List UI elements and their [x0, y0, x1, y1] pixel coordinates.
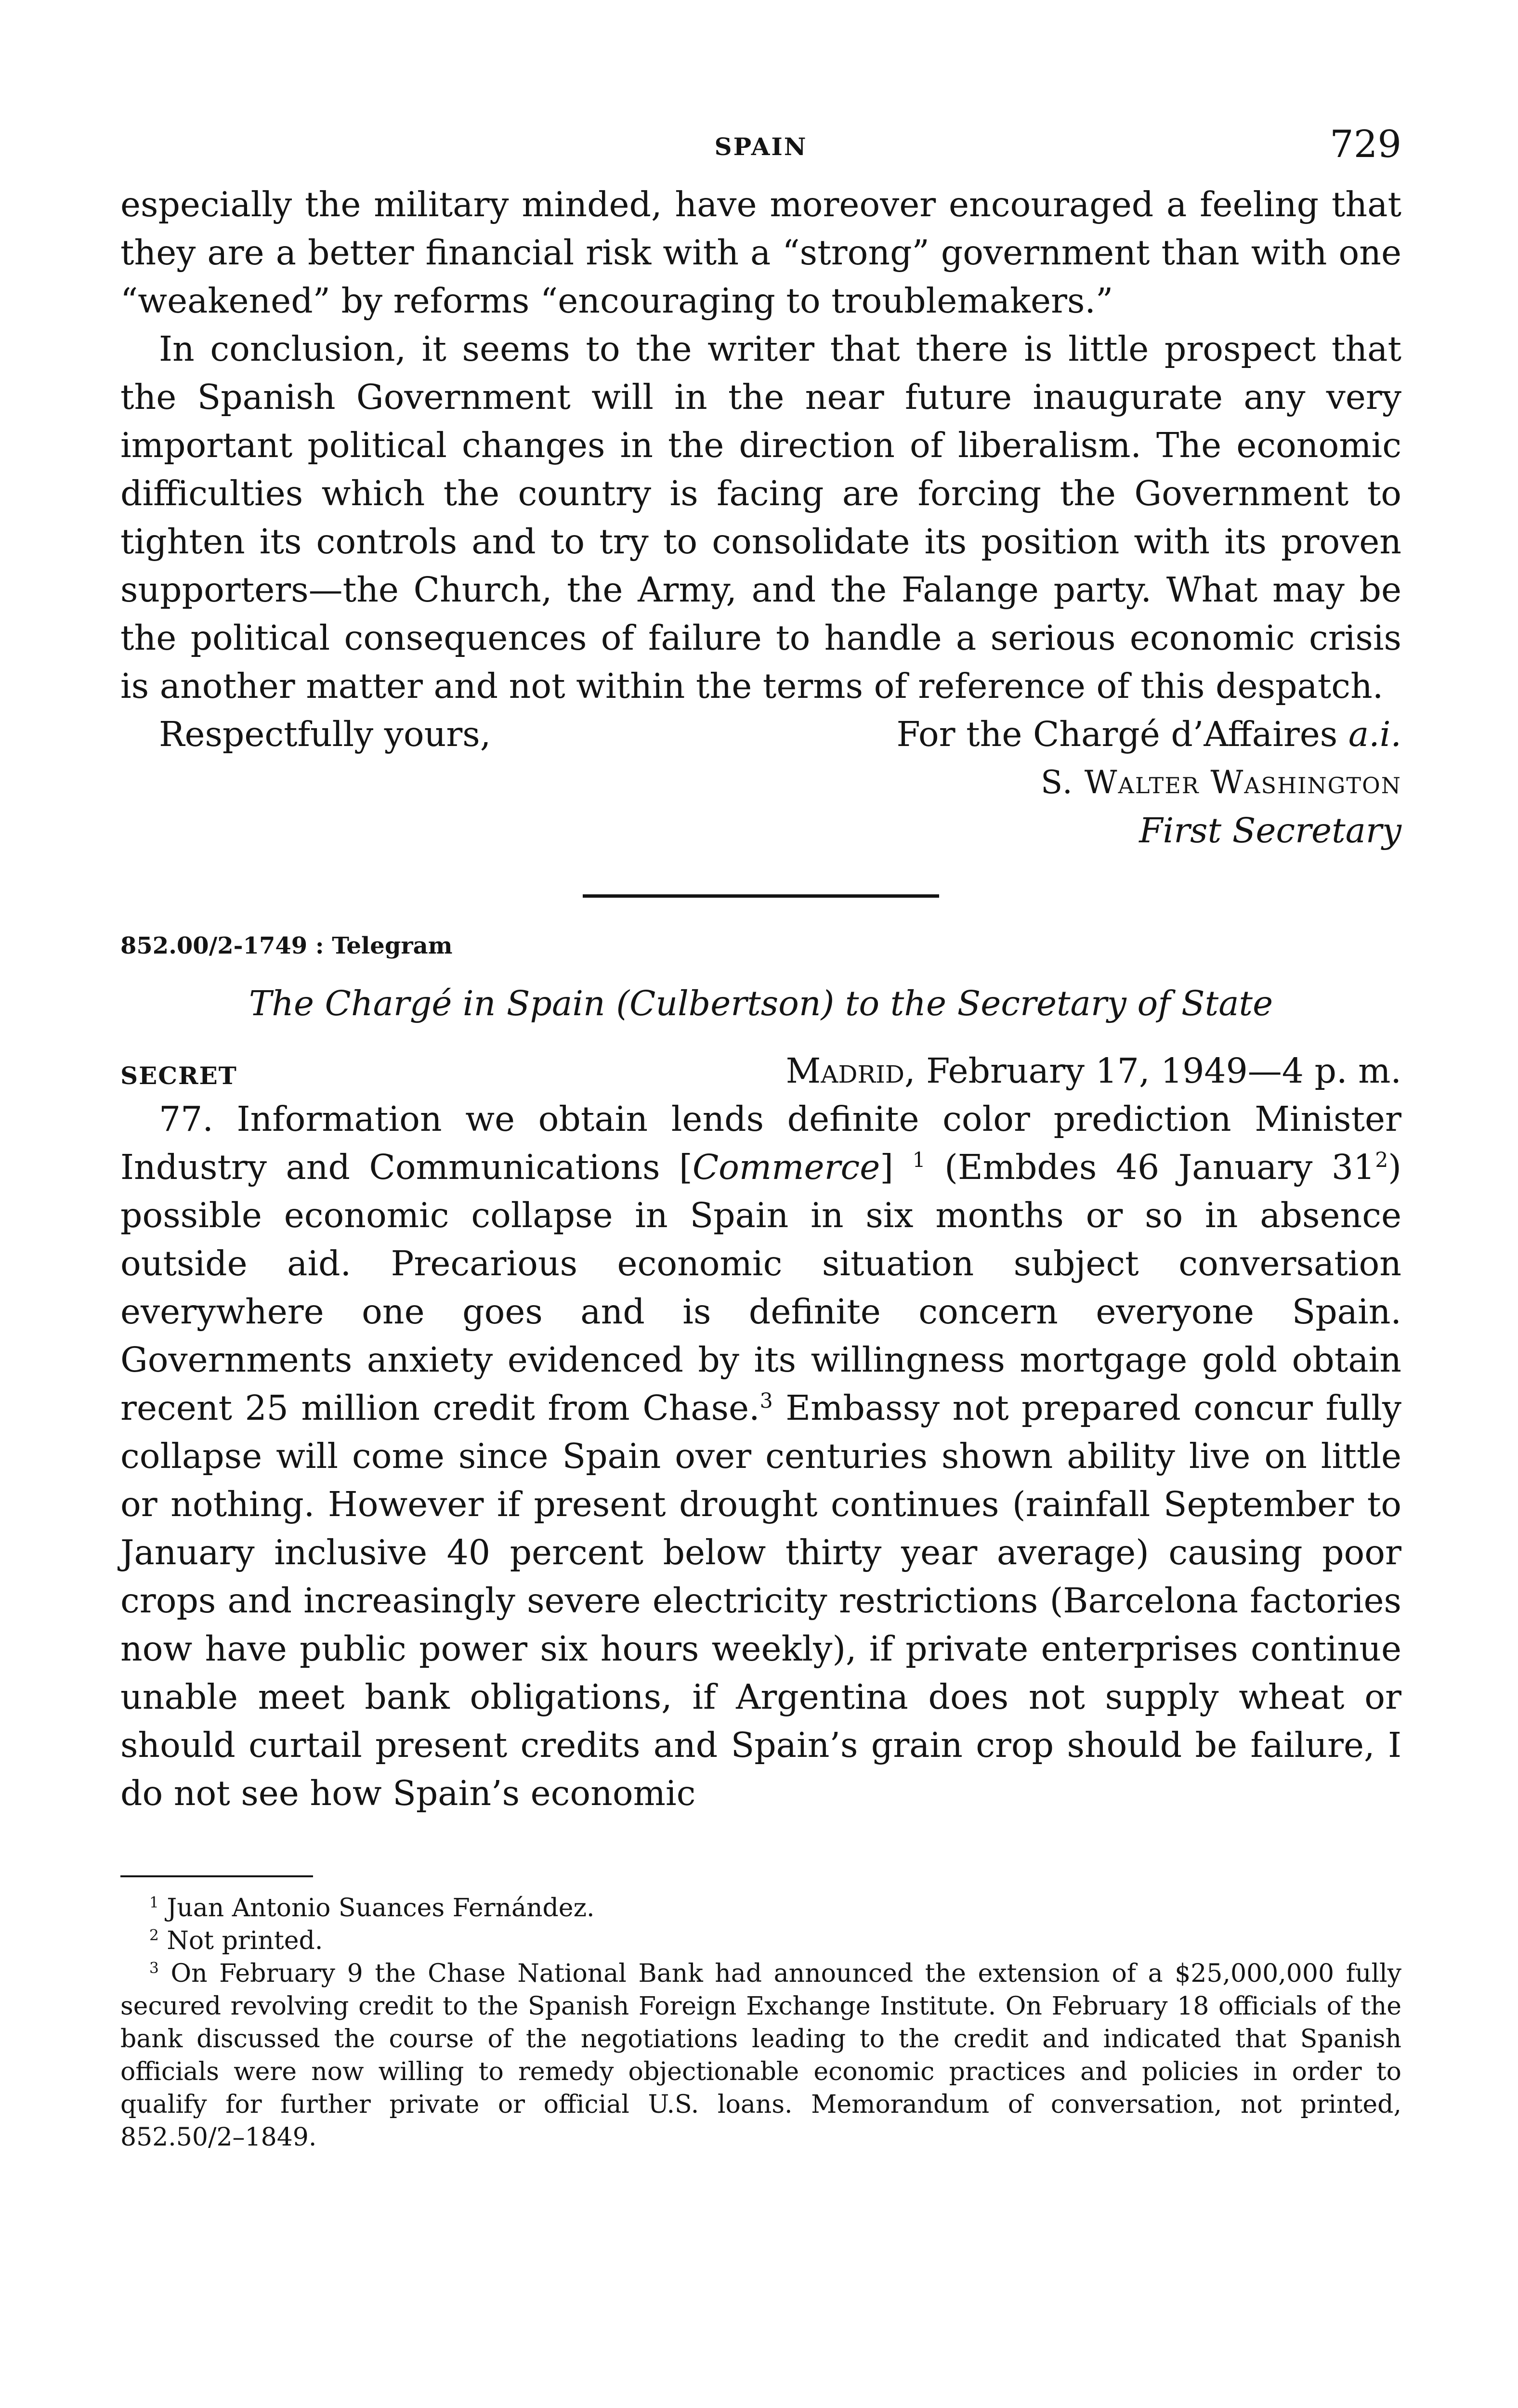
footnotes	[120, 1892, 1401, 2154]
footnote-text: Not printed.	[167, 1926, 323, 1955]
dateline-date: , February 17, 1949—4 p. m.	[904, 1051, 1401, 1091]
section-divider	[583, 894, 939, 898]
file-reference: 852.00/2-1749 : Telegram	[120, 932, 453, 959]
document-heading: The Chargé in Spain (Culbertson) to the Secretary of State	[249, 983, 1273, 1023]
closing-row	[120, 710, 1401, 759]
footnote-mark: 2	[149, 1926, 159, 1944]
for-charge-prefix: For the Chargé d’Affaires	[896, 714, 1348, 754]
footnote	[120, 1924, 1401, 1957]
continued-paragraph: especially the military minded, have moreover encouraged a feeling that they are a better financial risk with a “strong” government than with one “weakened” by reforms “encouraging to troublemakers.”	[120, 184, 1401, 321]
footnote-text: On February 9 the Chase National Bank had announced the extension of a $25,000,000 fully secured revolving credit to the Spanish Foreign Exchange Institute. On February 18 officials of the bank discussed the course of the negotiations leading to the credit and indicated that Spanish officials were now willing to remedy objectionable economic practices and policies in order to qualify for further private or official U.S. loans. Memorandum of conversation, not printed, 852.50/2–1849.	[120, 1959, 1402, 2152]
footnote-mark: 1	[149, 1894, 159, 1911]
footnote-rule	[120, 1875, 313, 1877]
page-number: 729	[1330, 123, 1401, 166]
footnote-ref-3: 3	[759, 1389, 773, 1413]
footnote-mark: 3	[149, 1959, 159, 1977]
conclusion-paragraph: In conclusion, it seems to the writer that there is little prospect that the Spanish Government will in the near future inaugurate any very important political changes in the direction of liberalism. The economic difficulties which the country is facing are forcing the Government to tighten its controls and to try to consolidate its position with its proven supporters—the Church, the Army, and the Falange party. What may be the political consequences of failure to handle a serious economic crisis is another matter and not within the terms of reference of this despatch.	[120, 329, 1401, 706]
dateline	[786, 1047, 1401, 1095]
telegram-text-3: (Embdes 46 January 31	[925, 1147, 1375, 1187]
running-header	[120, 123, 1401, 176]
signer-title: First Secretary	[1139, 811, 1401, 851]
classification-label: SECRET	[120, 1061, 237, 1090]
telegram-text-1: 77. Information we obtain lends definite color prediction Minister Industry and Communications [	[120, 1099, 1401, 1187]
dateline-row	[120, 1047, 1401, 1095]
telegram-text-5: Embassy not prepared concur fully collapse will come since Spain over centuries shown ability live on little or nothing. However if present drought continues (rainfall September to January inclusive 40 percent below thirty year average) causing poor crops and increasingly severe electricity restrictions (Barcelona factories now have public power six hours weekly), if private enterprises continue unable meet bank obligations, if Argentina does not supply wheat or should curtail present credits and Spain’s grain crop should be failure, I do not see how Spain’s economic	[120, 1388, 1401, 1813]
running-title: SPAIN	[714, 132, 808, 161]
ad-interim-abbrev: a.i.	[1348, 714, 1401, 754]
salutation: Respectfully yours,	[159, 714, 491, 754]
footnote-ref-1: 1	[912, 1148, 926, 1173]
signer-name: S. Walter Washington	[1040, 764, 1401, 801]
footnote	[120, 1957, 1401, 2154]
document-page	[120, 123, 1401, 2154]
footnote-text: Juan Antonio Suances Fernández.	[167, 1894, 595, 1923]
telegram-text-4: ) possible economic collapse in Spain in six months or so in absence outside aid. Precarious economic situation subject conversation everywhere one goes and is definite concern everyone Spain. Governments anxiety evidenced by its willingness mortgage gold obtain recent 25 million credit from Chase.	[120, 1147, 1401, 1428]
dateline-place: Madrid	[785, 1051, 904, 1091]
telegram-text-commerce: Commerce	[692, 1147, 880, 1187]
telegram-text-2: ]	[880, 1147, 913, 1187]
footnote	[120, 1892, 1401, 1924]
for-charge-line	[896, 710, 1401, 759]
footnote-ref-2: 2	[1375, 1148, 1388, 1173]
telegram-body	[120, 1095, 1401, 1818]
